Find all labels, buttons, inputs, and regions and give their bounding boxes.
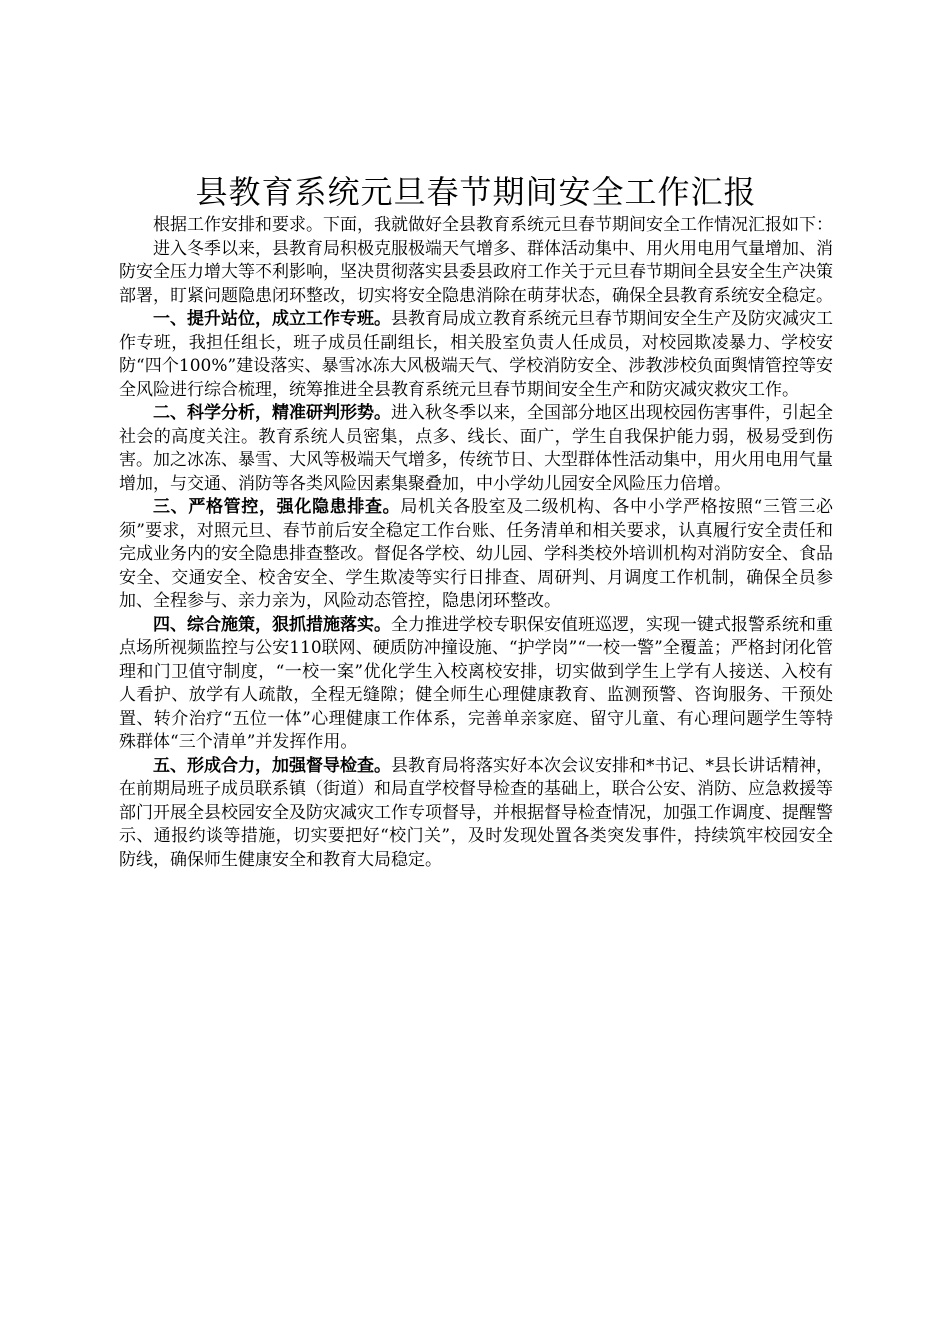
overview-paragraph: 进入冬季以来，县教育局积极克服极端天气增多、群体活动集中、用火用电用气量增加、消防安全压力增大等不利影响，坚决贯彻落实县委县政府工作关于元旦春节期间全县安全生产决策部署，盯紧问题隐患闭环整改，切实将安全隐患消除在萌芽状态，确保全县教育系统安全稳定。 (119, 238, 833, 306)
section-2-paragraph (119, 402, 833, 496)
section-3-paragraph (119, 496, 833, 614)
section-2-body: 进入秋冬季以来，全国部分地区出现校园伤害事件，引起全社会的高度关注。教育系统人员密集，点多、线长、面广，学生自我保护能力弱，极易受到伤害。加之冰冻、暴雪、大风等极端天气增多，传统节日、大型群体性活动集中，用火用电用气量增加，与交通、消防等各类风险因素集聚叠加，中小学幼儿园安全风险压力倍增。 (119, 403, 833, 494)
section-5-paragraph (119, 755, 833, 873)
section-1-body: 县教育局成立教育系统元旦春节期间安全生产及防灾减灾工作专班，我担任组长，班子成员任副组长，相关股室负责人任成员，对校园欺凌暴力、学校安防“四个100%”建设落实、暴雪冰冻大风极端天气、学校消防安全、涉教涉校负面舆情管控等安全风险进行综合梳理，统筹推进全县教育系统元旦春节期间安全生产和防灾减灾救灾工作。 (119, 309, 833, 400)
section-1-paragraph (119, 308, 833, 402)
section-1-heading: 一、提升站位，成立工作专班。 (153, 309, 391, 329)
section-3-heading: 三、严格管控，强化隐患排查。 (153, 497, 401, 517)
intro-paragraph: 根据工作安排和要求。下面，我就做好全县教育系统元旦春节期间安全工作情况汇报如下： (153, 215, 833, 235)
section-3-body: 局机关各股室及二级机构、各中小学严格按照“三管三必须”要求，对照元旦、春节前后安全稳定工作台账、任务清单和相关要求，认真履行安全责任和完成业务内的安全隐患排查整改。督促各学校、幼儿园、学科类校外培训机构对消防安全、食品安全、交通安全、校舍安全、学生欺凌等实行日排查、周研判、月调度工作机制，确保全员参加、全程参与、亲力亲为，风险动态管控，隐患闭环整改。 (119, 497, 833, 611)
section-4-heading: 四、综合施策，狠抓措施落实。 (153, 614, 391, 635)
section-4-body: 全力推进学校专职保安值班巡逻，实现一键式报警系统和重点场所视频监控与公安110联网、硬质防冲撞设施、“护学岗”“一校一警”全覆盖；严格封闭化管理和门卫值守制度，“一校一案”优化学生入校离校安排，切实做到学生上学有人接送、入校有人看护、放学有人疏散，全程无缝隙；健全师生心理健康教育、监测预警、咨询服务、干预处置、转介治疗“五位一体”心理健康工作体系，完善单亲家庭、留守儿童、有心理问题学生等特殊群体“三个清单”并发挥作用。 (119, 614, 833, 752)
section-4-paragraph (119, 614, 833, 755)
section-2-heading: 二、科学分析，精准研判形势。 (153, 403, 391, 423)
section-5-body: 县教育局将落实好本次会议安排和*书记、*县长讲话精神，在前期局班子成员联系镇（街道）和局直学校督导检查的基础上，联合公安、消防、应急救援等部门开展全县校园安全及防灾减灾工作专项督导，并根据督导检查情况，加强工作调度、提醒警示、通报约谈等措施，切实要把好“校门关”，及时发现处置各类突发事件，持续筑牢校园安全防线，确保师生健康安全和教育大局稳定。 (119, 755, 833, 870)
document-title: 县教育系统元旦春节期间安全工作汇报 (195, 173, 757, 211)
section-5-heading: 五、形成合力，加强督导检查。 (153, 755, 391, 776)
document-content (119, 170, 833, 872)
